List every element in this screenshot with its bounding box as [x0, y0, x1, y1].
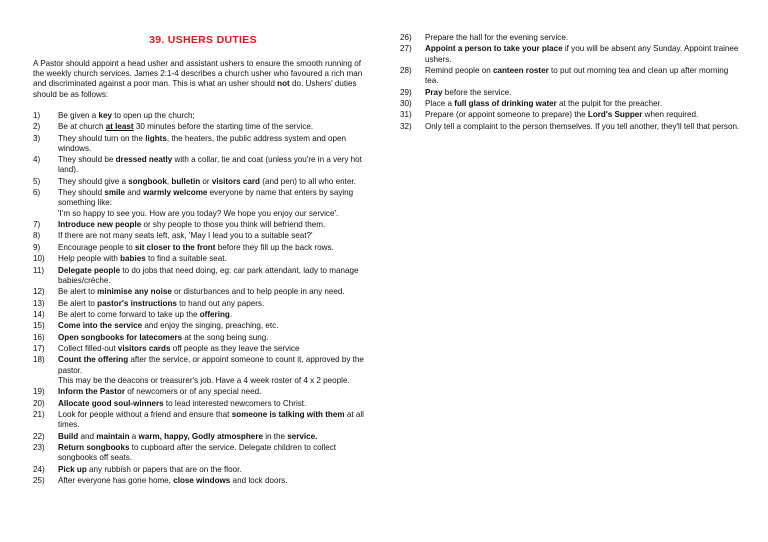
list-item [33, 243, 373, 253]
text-segment: of newcomers or of any special need. [125, 387, 262, 397]
emphasis-text: Build [58, 431, 79, 441]
list-item-number: 5) [33, 176, 41, 186]
text-segment: 'I'm so happy to see you. How are you today? We hope you enjoy our service'. [58, 208, 339, 218]
emphasis-text: dressed neatly [115, 155, 173, 165]
text-segment: or disturbances and to help people in any need. [171, 287, 345, 297]
list-item-text [58, 299, 373, 309]
list-item-text [58, 111, 373, 121]
list-item [33, 111, 373, 121]
list-item-number: 12) [33, 287, 45, 297]
text-segment: to put out morning tea and clean up after morning tea. [425, 65, 729, 86]
text-segment: to lead interested newcomers to Christ. [163, 398, 307, 408]
list-item [400, 66, 740, 86]
left-column [33, 34, 373, 487]
list-item [33, 321, 373, 331]
list-item-number: 10) [33, 254, 45, 264]
list-item [33, 355, 373, 386]
list-item-number: 23) [33, 443, 45, 453]
list-item [33, 220, 373, 230]
list-item [400, 88, 740, 98]
list-item-number: 27) [400, 44, 412, 54]
list-item-text [58, 443, 373, 463]
text-segment: any rubbish or papers that are on the floor. [86, 464, 242, 474]
text-segment: 30 minutes before the starting time of the service. [133, 122, 314, 132]
list-item-number: 32) [400, 121, 412, 131]
text-segment: , the heaters, the public address system and open windows. [58, 133, 346, 153]
duties-list-right [400, 33, 740, 132]
list-item-text [58, 254, 373, 264]
list-item [33, 266, 373, 286]
text-segment: Be alert to [58, 287, 98, 297]
list-item-text [425, 110, 740, 120]
list-item-number: 3) [33, 133, 41, 143]
list-item-text [425, 99, 740, 109]
text-segment: at the song being sung. [182, 332, 269, 342]
list-item-number: 8) [33, 231, 41, 241]
text-segment: Collect filled-out [58, 344, 118, 354]
emphasis-text: visitors cards [117, 344, 171, 354]
list-item-text [58, 287, 373, 297]
list-item-number: 16) [33, 332, 45, 342]
text-segment: when required. [642, 110, 699, 120]
text-segment: to do jobs that need doing, eg: car park attendant, lady to manage babies/crèche. [58, 265, 359, 285]
text-segment: They should give a [58, 176, 129, 186]
list-item-text [58, 243, 373, 253]
page-title: 39. USHERS DUTIES [149, 34, 257, 46]
emphasis-text: warmly welcome [143, 188, 208, 198]
text-segment: do. Ushers' duties should be as follows: [33, 79, 357, 99]
list-item-number: 26) [400, 33, 412, 42]
emphasis-text: songbook [128, 176, 167, 186]
text-segment: after the service, or appoint someone to count it, approved by the pastor. [58, 355, 364, 375]
text-segment: to cupboard after the service. Delegate children to collect songbooks off seats. [58, 443, 337, 463]
emphasis-text: warm, happy, Godly atmosphere [138, 431, 263, 441]
list-item-text [58, 399, 373, 409]
text-segment: A Pastor should appoint a head usher and assistant ushers to ensure the smooth running of the weekly church services. James 2:1-4 describes a church usher who favoured a rich man and discriminated against a poor man. This is what an usher should [33, 59, 363, 89]
text-segment: or [200, 176, 212, 186]
list-item-text [58, 220, 373, 230]
emphasis-text: maintain [96, 431, 130, 441]
text-segment: Prepare (or appoint someone to prepare) the [425, 110, 588, 120]
text-segment: Help people with [58, 254, 121, 264]
list-item-number: 19) [33, 387, 45, 397]
list-item-text [58, 410, 373, 430]
text-segment: everyone by name that enters by saying something like: [58, 188, 354, 208]
list-item [33, 155, 373, 175]
list-item-number: 29) [400, 87, 412, 97]
list-item [33, 177, 373, 187]
emphasis-text: Inform the Pastor [58, 387, 126, 397]
text-segment: or shy people to those you think will befriend them. [141, 219, 326, 229]
list-item-text [58, 134, 373, 154]
text-segment: . [229, 309, 233, 319]
emphasis-text: minimise any noise [97, 287, 172, 297]
emphasis-text: Return songbooks [58, 443, 130, 453]
list-item [33, 134, 373, 154]
emphasis-text: lights [145, 133, 167, 143]
emphasis-text: key [98, 110, 113, 120]
list-item-text [425, 33, 740, 43]
list-item-number: 30) [400, 98, 412, 108]
text-segment: with a collar, tie and coat (unless you're in a very hot land). [58, 155, 362, 175]
list-item-number: 11) [33, 265, 45, 275]
list-item-text [58, 355, 373, 386]
list-item-number: 2) [33, 122, 41, 132]
text-segment: a [129, 431, 139, 441]
list-item-text [58, 476, 373, 486]
emphasis-text: full glass of drinking water [454, 98, 557, 108]
text-segment: Be alert to [58, 298, 98, 308]
right-column [400, 33, 740, 133]
list-item-number: 9) [33, 242, 41, 252]
text-segment: and lock doors. [230, 476, 288, 486]
emphasis-text: babies [120, 254, 146, 264]
emphasis-text: Lord's Supper [587, 110, 643, 120]
list-item-number: 28) [400, 65, 412, 75]
emphasis-text: at least [105, 122, 134, 132]
text-segment: Encourage people to [58, 242, 135, 252]
list-item [400, 110, 740, 120]
list-item-text [58, 321, 373, 331]
list-item [33, 188, 373, 219]
emphasis-text: Delegate people [58, 265, 121, 275]
list-item-number: 7) [33, 219, 41, 229]
list-item-text [58, 465, 373, 475]
emphasis-text: Introduce new people [58, 219, 142, 229]
list-item [33, 476, 373, 486]
text-segment: Look for people without a friend and ensure that [58, 410, 232, 420]
text-segment: before the service. [442, 87, 512, 97]
emphasis-text: Pick up [58, 464, 87, 474]
list-item [33, 410, 373, 430]
text-segment: This may be the deacons or treasurer's job. Have a 4 week roster of 4 x 2 people. [58, 375, 350, 385]
emphasis-text: sit closer to the front [134, 242, 216, 252]
text-segment: Be alert to come forward to take up the [58, 309, 200, 319]
list-item-text [425, 122, 740, 132]
list-item-number: 25) [33, 476, 45, 486]
list-item [33, 387, 373, 397]
list-item [33, 287, 373, 297]
emphasis-text: close windows [173, 476, 231, 486]
list-item [33, 299, 373, 309]
text-segment: (and pen) to all who enter. [260, 176, 356, 186]
list-item-text [58, 155, 373, 175]
emphasis-text: someone is talking with them [231, 410, 345, 420]
list-item [400, 122, 740, 132]
list-item [33, 432, 373, 442]
list-item-number: 17) [33, 344, 45, 354]
list-item-number: 13) [33, 298, 45, 308]
text-segment: before they fill up the back rows. [215, 242, 334, 252]
emphasis-text: not [277, 79, 290, 89]
text-segment: in the [262, 431, 288, 441]
list-item [33, 344, 373, 354]
text-segment: at the pulpit for the preacher. [556, 98, 663, 108]
list-item [33, 443, 373, 463]
list-item-text [58, 188, 373, 219]
list-item-text [58, 231, 373, 241]
list-item-text [425, 88, 740, 98]
text-segment: They should [58, 188, 105, 198]
list-item [400, 99, 740, 109]
text-segment: to open up the church; [112, 110, 195, 120]
emphasis-text: Come into the service [58, 321, 143, 331]
list-item [33, 399, 373, 409]
list-item-text [58, 122, 373, 132]
list-item-text [58, 432, 373, 442]
text-segment: Remind people on [425, 65, 493, 75]
text-segment: Be at church [58, 122, 106, 132]
list-item [33, 122, 373, 132]
list-item [400, 44, 740, 64]
list-item-text [425, 66, 740, 86]
text-segment: and [125, 188, 144, 198]
text-segment: off people as they leave the service [170, 344, 300, 354]
list-item-number: 21) [33, 410, 45, 420]
duties-list-left [33, 111, 373, 486]
list-item [33, 310, 373, 320]
list-item-text [58, 387, 373, 397]
list-item-number: 22) [33, 431, 45, 441]
list-item-number: 31) [400, 110, 412, 120]
intro-paragraph [33, 59, 373, 100]
emphasis-text: Pray [425, 87, 443, 97]
text-segment: if you will be absent any Sunday. Appoint trainee ushers. [425, 44, 739, 64]
list-item-number: 20) [33, 398, 45, 408]
emphasis-text: Appoint a person to take your place [425, 44, 563, 54]
list-item-text [425, 44, 740, 64]
list-item-text [58, 333, 373, 343]
text-segment: If there are not many seats left, ask, 'May I lead you to a suitable seat?' [58, 231, 313, 241]
emphasis-text: service. [287, 431, 318, 441]
list-item [33, 465, 373, 475]
list-item-number: 6) [33, 188, 41, 198]
text-segment: They should be [58, 155, 116, 165]
list-item-number: 18) [33, 355, 45, 365]
emphasis-text: visitors card [211, 176, 260, 186]
emphasis-text: offering [199, 309, 230, 319]
list-item-number: 4) [33, 155, 41, 165]
text-segment: and enjoy the singing, preaching, etc. [142, 321, 279, 331]
list-item-text [58, 177, 373, 187]
list-item-text [58, 266, 373, 286]
text-segment: After everyone has gone home, [58, 476, 174, 486]
emphasis-text: Open songbooks for latecomers [58, 332, 183, 342]
text-segment: Prepare the hall for the evening service. [425, 33, 569, 42]
emphasis-text: Count the offering [58, 355, 129, 365]
emphasis-text: Allocate good soul-winners [58, 398, 164, 408]
text-segment: Be given a [58, 110, 99, 120]
text-segment: They should turn on the [58, 133, 146, 143]
list-item-number: 15) [33, 321, 45, 331]
text-segment: Place a [425, 98, 455, 108]
list-item-number: 1) [33, 110, 41, 120]
text-segment: Only tell a complaint to the person themselves. If you tell another, they'll tell that person. [425, 121, 740, 131]
list-item [33, 231, 373, 241]
list-item [400, 33, 740, 43]
list-item-number: 14) [33, 309, 45, 319]
list-item-text [58, 310, 373, 320]
list-item [33, 254, 373, 264]
list-item-text [58, 344, 373, 354]
emphasis-text: smile [104, 188, 126, 198]
list-item-number: 24) [33, 464, 45, 474]
text-segment: , [166, 176, 172, 186]
emphasis-text: pastor's instructions [97, 298, 177, 308]
text-segment: and [78, 431, 97, 441]
emphasis-text: bulletin [171, 176, 201, 186]
text-segment: to find a suitable seat. [145, 254, 227, 264]
text-segment: to hand out any papers. [176, 298, 265, 308]
text-segment: at all times. [58, 410, 364, 430]
list-item [33, 333, 373, 343]
emphasis-text: canteen roster [492, 65, 549, 75]
